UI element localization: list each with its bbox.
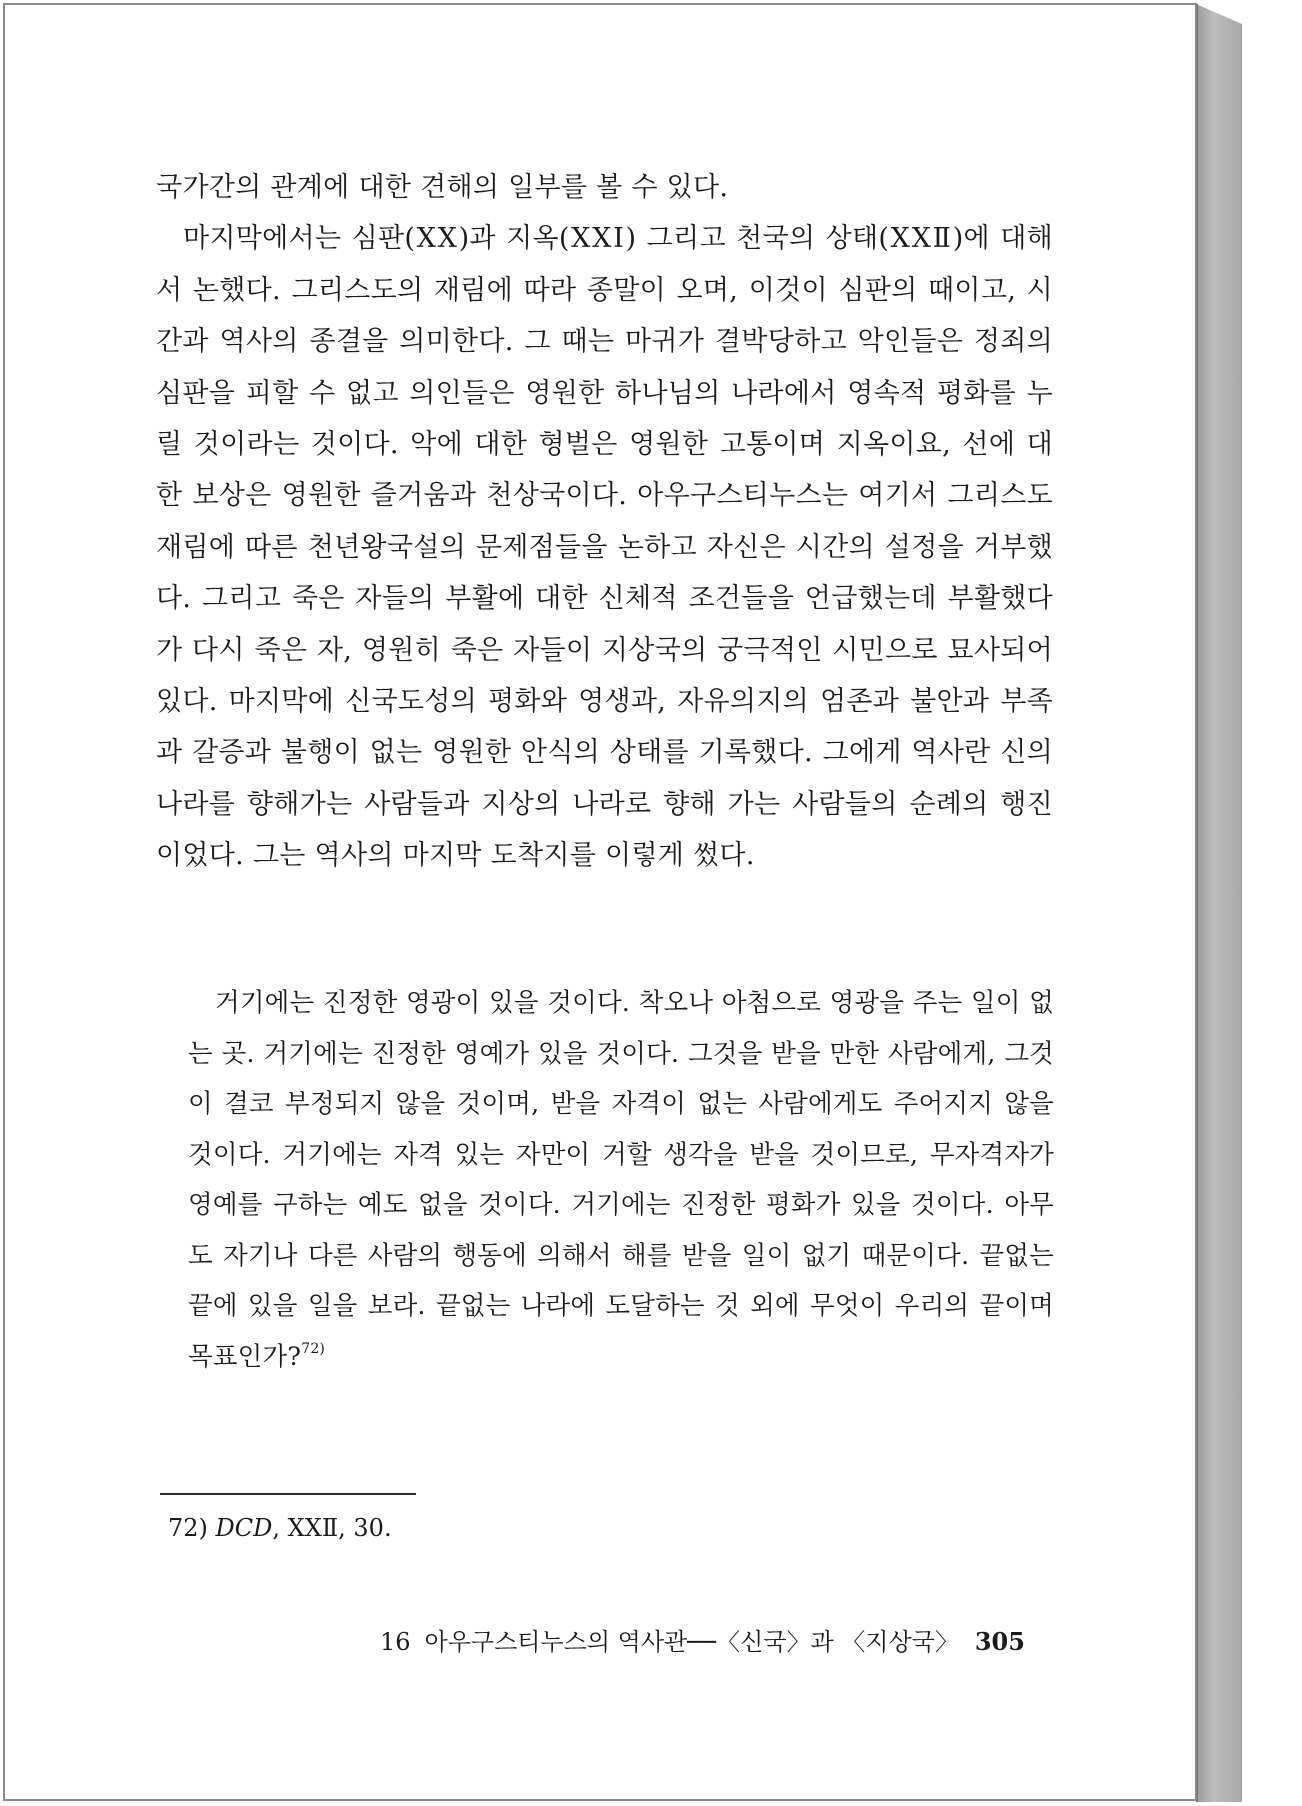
footnote-rest: , ⅩⅩⅡ, 30.: [272, 1514, 392, 1542]
page-number: 305: [974, 1627, 1025, 1656]
footnote: [168, 1512, 392, 1544]
footnote-source: DCD: [215, 1514, 273, 1542]
chapter-number: 16: [380, 1628, 411, 1656]
running-footer: [380, 1622, 1030, 1662]
body-paragraph: 마지막에서는 심판(ⅩⅩ)과 지옥(ⅩⅩⅠ) 그리고 천국의 상태(ⅩⅩⅡ)에 대해서 논했다. 그리스도의 재림에 따라 종말이 오며, 이것이 심판의 때이고, 시간과 역사의 종결을 의미한다. 그 때는 마귀가 결박당하고 악인들은 정죄의 심판을 피할 수 없고 의인들은 영원한 하나님의 나라에서 영속적 평화를 누릴 것이라는 것이다. 악에 대한 형벌은 영원한 고통이며 지옥이요, 선에 대한 보상은 영원한 즐거움과 천상국이다. 아우구스티누스는 여기서 그리스도 재림에 따른 천년왕국설의 문제점들을 논하고 자신은 시간의 설정을 거부했다. 그리고 죽은 자들의 부활에 대한 신체적 조건들을 언급했는데 부활했다가 다시 죽은 자, 영원히 죽은 자들이 지상국의 궁극적인 시민으로 묘사되어 있다. 마지막에 신국도성의 평화와 영생과, 자유의지의 엄존과 불안과 부족과 갈증과 불행이 없는 영원한 안식의 상태를 기록했다. 그에게 역사란 신의 나라를 향해가는 사람들과 지상의 나라로 향해 가는 사람들의 순례의 행진이었다. 그는 역사의 마지막 도착지를 이렇게 썼다.: [156, 223, 1053, 872]
footnote-rule: [160, 1493, 416, 1495]
page-stack-edge: [1196, 4, 1242, 1802]
body-text: [156, 162, 1053, 882]
footnote-number: 72): [168, 1514, 208, 1542]
block-quote-paragraph: [188, 978, 1054, 1382]
block-quote-text: 거기에는 진정한 영광이 있을 것이다. 착오나 아첨으로 영광을 주는 일이 없는 곳. 거기에는 진정한 영예가 있을 것이다. 그것을 받을 만한 사람에게, 그것이 결코 부정되지 않을 것이며, 받을 자격이 없는 사람에게도 주어지지 않을 것이다. 거기에는 자격 있는 자만이 거할 생각을 받을 것이므로, 무자격자가 영예를 구하는 예도 없을 것이다. 거기에는 진정한 평화가 있을 것이다. 아무도 자기나 다른 사람의 행동에 의해서 해를 받을 일이 없기 때문이다. 끝없는 끝에 있을 일을 보라. 끝없는 나라에 도달하는 것 외에 무엇이 우리의 끝이며 목표인가?: [188, 988, 1054, 1372]
block-quote: [188, 978, 1054, 1382]
body-paragraph: 국가간의 관계에 대한 견해의 일부를 볼 수 있다.: [156, 172, 729, 203]
footnote-marker: 72): [301, 1340, 326, 1357]
chapter-title: 아우구스티누스의 역사관──〈신국〉과 〈지상국〉: [424, 1628, 959, 1656]
